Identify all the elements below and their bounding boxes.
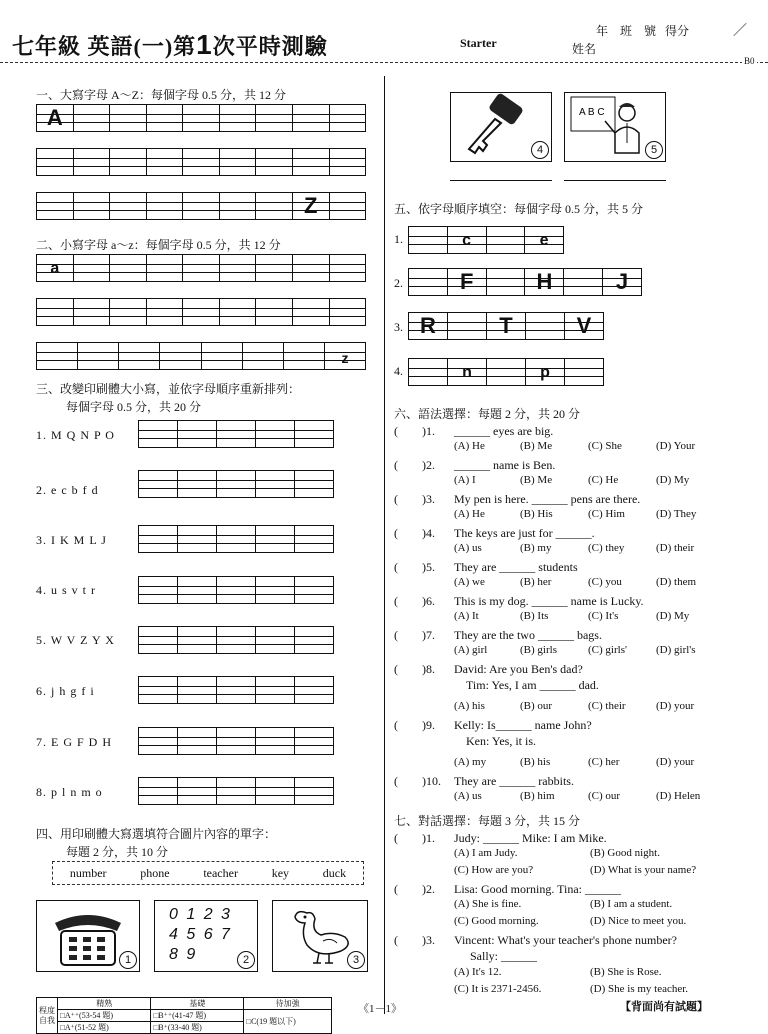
s3-item-1: 1. M Q N P O xyxy=(36,428,115,442)
level-a-plus[interactable]: □A⁺(51-52 題) xyxy=(58,1022,151,1034)
s5-row-4[interactable] xyxy=(408,358,604,386)
s3-item-7: 7. E G F D H xyxy=(36,735,113,749)
s3-item-4: 4. u s v t r xyxy=(36,583,96,597)
picture-4-key xyxy=(450,92,552,162)
s6-q7-opt-a[interactable]: (A) girl xyxy=(454,644,488,656)
section-5-title: 五、依字母順序填空：每個字母 0.5 分，共 5 分 xyxy=(394,202,644,216)
s6-q5-num: 5. xyxy=(426,560,435,574)
level-label: Starter xyxy=(460,36,497,50)
answer-line-4[interactable] xyxy=(450,180,552,181)
lowercase-row-3[interactable] xyxy=(36,342,366,370)
s6-q9-num: 9. xyxy=(426,718,435,732)
s6-q8-text: David: Are you Ben's dad? xyxy=(454,662,583,676)
answer-line-5[interactable] xyxy=(564,180,666,181)
s6-q3-opt-d[interactable]: (D) They xyxy=(656,508,697,520)
s7-q1-opt-b[interactable]: (B) Good night. xyxy=(590,847,660,859)
s6-q9-opt-a[interactable]: (A) my xyxy=(454,756,487,768)
s7-q3-opt-d[interactable]: (D) She is my teacher. xyxy=(590,983,689,995)
s6-q1-text: ______ eyes are big. xyxy=(454,424,554,438)
s6-answer-paren-10[interactable]: ( ) xyxy=(394,774,426,788)
s7-q2-text: Lisa: Good morning. Tina: ______ xyxy=(454,882,622,896)
s6-q3-num: 3. xyxy=(426,492,435,506)
s5-r2-letter-J: J xyxy=(615,269,629,294)
exam-title xyxy=(12,30,328,61)
picture-3-duck xyxy=(272,900,368,972)
s6-q6-opt-c[interactable]: (C) It's xyxy=(588,610,619,622)
s6-q8-opt-b[interactable]: (B) our xyxy=(520,700,553,712)
s3-item-5: 5. W V Z Y X xyxy=(36,633,115,647)
lowercase-row-2[interactable] xyxy=(36,298,366,326)
s6-q8-text2: Tim: Yes, I am ______ dad. xyxy=(466,678,599,692)
s6-q2-opt-a[interactable]: (A) I xyxy=(454,474,476,486)
s7-q1-opt-d[interactable]: (D) What is your name? xyxy=(590,864,697,876)
s7-answer-paren-2[interactable]: ( ) xyxy=(394,882,426,896)
table-label-2: 自我 xyxy=(39,1015,55,1025)
s5-row-3[interactable] xyxy=(408,312,604,340)
header-mastery: 精熟 xyxy=(58,998,151,1010)
s6-q10-opt-a[interactable]: (A) us xyxy=(454,790,482,802)
letter-Z: Z xyxy=(303,193,318,218)
s7-q2-opt-b[interactable]: (B) I am a student. xyxy=(590,898,673,910)
s6-q1-opt-d[interactable]: (D) Your xyxy=(656,440,696,452)
s6-q7-num: 7. xyxy=(426,628,435,642)
s6-answer-paren-1[interactable]: ( ) xyxy=(394,424,426,438)
s7-q3-text: Vincent: What's your teacher's phone number? xyxy=(454,933,677,947)
word-teacher: teacher xyxy=(203,865,238,880)
digits-row-3: 8 9 xyxy=(169,946,198,963)
s6-q8-num: 8. xyxy=(426,662,435,676)
word-key: key xyxy=(271,865,290,880)
s6-q9-opt-d[interactable]: (D) your xyxy=(656,756,695,768)
uppercase-row-2[interactable] xyxy=(36,148,366,176)
s6-q9-opt-c[interactable]: (C) her xyxy=(588,756,620,768)
s6-q2-opt-d[interactable]: (D) My xyxy=(656,474,690,486)
s6-q8-opt-d[interactable]: (D) your xyxy=(656,700,695,712)
s6-q6-num: 6. xyxy=(426,594,435,608)
s5-r3-letter-R: R xyxy=(420,313,436,338)
s6-answer-paren-5[interactable]: ( ) xyxy=(394,560,426,574)
page-code: B0 xyxy=(744,56,755,66)
s6-q5-opt-b[interactable]: (B) her xyxy=(520,576,552,588)
s7-q2-opt-c[interactable]: (C) Good morning. xyxy=(454,915,539,927)
s6-q10-text: They are ______ rabbits. xyxy=(454,774,574,788)
digits-row-2: 4 5 6 7 xyxy=(169,926,232,943)
s6-q7-text: They are the two ______ bags. xyxy=(454,628,602,642)
s6-q7-opt-d[interactable]: (D) girl's xyxy=(656,644,696,656)
s6-answer-paren-8[interactable]: ( ) xyxy=(394,662,426,676)
digits-row-1: 0 1 2 3 xyxy=(169,906,232,923)
s6-answer-paren-7[interactable]: ( ) xyxy=(394,628,426,642)
uppercase-row-3[interactable] xyxy=(36,192,366,220)
s6-q10-num: 10. xyxy=(426,774,441,788)
s6-answer-paren-4[interactable]: ( ) xyxy=(394,526,426,540)
section-7-title: 七、對話選擇：每題 3 分，共 15 分 xyxy=(394,814,581,828)
s6-q4-opt-c[interactable]: (C) they xyxy=(588,542,625,554)
s3-item-6: 6. j h g f i xyxy=(36,684,95,698)
name-field: 姓名 xyxy=(572,42,597,56)
s6-q1-opt-a[interactable]: (A) He xyxy=(454,440,485,452)
title-number: 1 xyxy=(196,29,213,60)
s6-q7-opt-c[interactable]: (C) girls' xyxy=(588,644,627,656)
s6-q4-opt-d[interactable]: (D) their xyxy=(656,542,695,554)
picture-number-4: 4 xyxy=(531,141,549,159)
s6-q1-opt-c[interactable]: (C) She xyxy=(588,440,622,452)
s7-q3-opt-a[interactable]: (A) It's 12. xyxy=(454,966,502,978)
s6-q2-num: 2. xyxy=(426,458,435,472)
s7-q3-opt-c[interactable]: (C) It is 2371-2456. xyxy=(454,983,542,995)
s5-r4-letter-n: n xyxy=(462,364,472,381)
s5-row-2[interactable] xyxy=(408,268,642,296)
s6-answer-paren-9[interactable]: ( ) xyxy=(394,718,426,732)
s7-q1-text: Judy: ______ Mike: I am Mike. xyxy=(454,831,607,845)
s7-q2-opt-d[interactable]: (D) Nice to meet you. xyxy=(590,915,687,927)
s3-answer-8[interactable] xyxy=(138,777,334,805)
s6-q2-text: ______ name is Ben. xyxy=(454,458,556,472)
s3-answer-4[interactable] xyxy=(138,576,334,604)
s3-answer-3[interactable] xyxy=(138,525,334,553)
s5-r1-letter-c: c xyxy=(462,232,472,249)
s6-q5-opt-a[interactable]: (A) we xyxy=(454,576,485,588)
s6-q3-text: My pen is here. ______ pens are there. xyxy=(454,492,641,506)
s7-q1-num: 1. xyxy=(426,831,435,845)
s6-q7-opt-b[interactable]: (B) girls xyxy=(520,644,557,656)
s6-q6-opt-a[interactable]: (A) It xyxy=(454,610,479,622)
picture-5-teacher xyxy=(564,92,666,162)
s6-answer-paren-3[interactable]: ( ) xyxy=(394,492,426,506)
s3-answer-2[interactable] xyxy=(138,470,334,498)
more-questions-note: 【背面尚有試題】 xyxy=(620,1001,708,1013)
header-divider xyxy=(0,62,768,63)
s7-q1-opt-a[interactable]: (A) I am Judy. xyxy=(454,847,518,859)
picture-number-2: 2 xyxy=(237,951,255,969)
s6-q4-text: The keys are just for ______. xyxy=(454,526,595,540)
table-label xyxy=(37,998,58,1034)
picture-2-number xyxy=(154,900,258,972)
s6-q5-opt-d[interactable]: (D) them xyxy=(656,576,697,588)
s5-r2-letter-F: F xyxy=(460,269,474,294)
section-4-subtitle: 每題 2 分，共 10 分 xyxy=(66,845,169,859)
table-label-1: 程度 xyxy=(39,1005,55,1015)
s6-q10-opt-c[interactable]: (C) our xyxy=(588,790,621,802)
section-3-title: 三、改變印刷體大小寫，並依字母順序重新排列： xyxy=(36,382,301,396)
s6-q1-opt-b[interactable]: (B) Me xyxy=(520,440,553,452)
s7-q3-num: 3. xyxy=(426,933,435,947)
s6-q8-opt-a[interactable]: (A) his xyxy=(454,700,485,712)
section-2-title: 二、小寫字母 a～z：每個字母 0.5 分，共 12 分 xyxy=(36,238,281,252)
s6-q5-text: They are ______ students xyxy=(454,560,578,574)
s6-q10-opt-b[interactable]: (B) him xyxy=(520,790,555,802)
s6-q6-opt-b[interactable]: (B) Its xyxy=(520,610,549,622)
picture-number-1: 1 xyxy=(119,951,137,969)
s3-answer-6[interactable] xyxy=(138,676,334,704)
s6-q10-opt-d[interactable]: (D) Helen xyxy=(656,790,701,802)
s7-answer-paren-3[interactable]: ( ) xyxy=(394,933,426,947)
s6-q3-opt-a[interactable]: (A) He xyxy=(454,508,485,520)
s6-answer-paren-6[interactable]: ( ) xyxy=(394,594,426,608)
s7-q2-opt-a[interactable]: (A) She is fine. xyxy=(454,898,522,910)
picture-number-5: 5 xyxy=(645,141,663,159)
s7-q2-num: 2. xyxy=(426,882,435,896)
s6-q9-opt-b[interactable]: (B) his xyxy=(520,756,551,768)
s7-q1-opt-c[interactable]: (C) How are you? xyxy=(454,864,534,876)
s5-r2-letter-H: H xyxy=(536,269,553,294)
s5-row-3-num: 3. xyxy=(394,320,403,334)
score-slash: ／ xyxy=(733,24,747,39)
s3-item-3: 3. I K M L J xyxy=(36,533,107,547)
s3-answer-7[interactable] xyxy=(138,727,334,755)
header-improve: 待加強 xyxy=(244,998,332,1010)
title-suffix: 次平時測驗 xyxy=(212,34,328,59)
column-divider xyxy=(384,76,385,1014)
s5-row-1-num: 1. xyxy=(394,232,403,246)
s5-row-1[interactable] xyxy=(408,226,564,254)
s6-q6-opt-d[interactable]: (D) My xyxy=(656,610,690,622)
s6-answer-paren-2[interactable]: ( ) xyxy=(394,458,426,472)
picture-number-3: 3 xyxy=(347,951,365,969)
s3-item-8: 8. p l n m o xyxy=(36,785,103,799)
s6-q9-text2: Ken: Yes, it is. xyxy=(466,734,537,748)
s3-answer-5[interactable] xyxy=(138,626,334,654)
s6-q4-opt-a[interactable]: (A) us xyxy=(454,542,482,554)
board-text: A B C xyxy=(579,107,605,118)
section-3-subtitle: 每個字母 0.5 分，共 20 分 xyxy=(66,400,202,414)
letter-z: z xyxy=(341,350,349,366)
level-b-plus[interactable]: □B⁺(33-40 題) xyxy=(151,1022,244,1034)
s6-q4-opt-b[interactable]: (B) my xyxy=(520,542,552,554)
s3-answer-1[interactable] xyxy=(138,420,334,448)
s5-r1-letter-e: e xyxy=(539,232,549,249)
section-6-title: 六、語法選擇：每題 2 分，共 20 分 xyxy=(394,407,581,421)
s7-answer-paren-1[interactable]: ( ) xyxy=(394,831,426,845)
s3-item-2: 2. e c b f d xyxy=(36,483,99,497)
s6-q6-text: This is my dog. ______ name is Lucky. xyxy=(454,594,644,608)
level-c[interactable]: □C(19 題以下) xyxy=(244,1010,332,1034)
lowercase-row-1[interactable] xyxy=(36,254,366,282)
s6-q4-num: 4. xyxy=(426,526,435,540)
word-number: number xyxy=(69,865,107,880)
s6-q3-opt-b[interactable]: (B) His xyxy=(520,508,553,520)
s5-row-4-num: 4. xyxy=(394,364,403,378)
page-number: 《1－1》 xyxy=(358,1003,402,1015)
s6-q5-opt-c[interactable]: (C) you xyxy=(588,576,622,588)
s5-r4-letter-p: p xyxy=(540,364,550,381)
s5-r3-letter-T: T xyxy=(499,313,513,338)
s7-q3-text2: Sally: ______ xyxy=(470,949,538,963)
section-1-title: 一、大寫字母 A～Z：每個字母 0.5 分，共 12 分 xyxy=(36,88,286,102)
s6-q8-opt-c[interactable]: (C) their xyxy=(588,700,626,712)
grade-fields: 年 班 號 得分 xyxy=(596,24,690,38)
level-b-plus-plus[interactable]: □B⁺⁺(41-47 題) xyxy=(151,1010,244,1022)
header-basic: 基礎 xyxy=(151,998,244,1010)
s5-row-2-num: 2. xyxy=(394,276,403,290)
s6-q1-num: 1. xyxy=(426,424,435,438)
s6-q9-text: Kelly: Is______ name John? xyxy=(454,718,592,732)
s5-r3-letter-V: V xyxy=(576,313,592,338)
s7-q3-opt-b[interactable]: (B) She is Rose. xyxy=(590,966,662,978)
section-4-title: 四、用印刷體大寫選填符合圖片內容的單字： xyxy=(36,827,277,841)
letter-A: A xyxy=(46,105,63,130)
letter-a: a xyxy=(50,260,60,277)
title-prefix: 七年級 英語(一)第 xyxy=(12,34,197,59)
word-bank xyxy=(52,861,364,885)
s6-q2-opt-c[interactable]: (C) He xyxy=(588,474,619,486)
s6-q2-opt-b[interactable]: (B) Me xyxy=(520,474,553,486)
self-assessment-table xyxy=(36,997,332,1034)
level-a-plus-plus[interactable]: □A⁺⁺(53-54 題) xyxy=(58,1010,151,1022)
word-duck: duck xyxy=(322,865,347,880)
s6-q3-opt-c[interactable]: (C) Him xyxy=(588,508,625,520)
uppercase-row-1[interactable] xyxy=(36,104,366,132)
word-phone: phone xyxy=(140,865,170,880)
picture-1-phone xyxy=(36,900,140,972)
